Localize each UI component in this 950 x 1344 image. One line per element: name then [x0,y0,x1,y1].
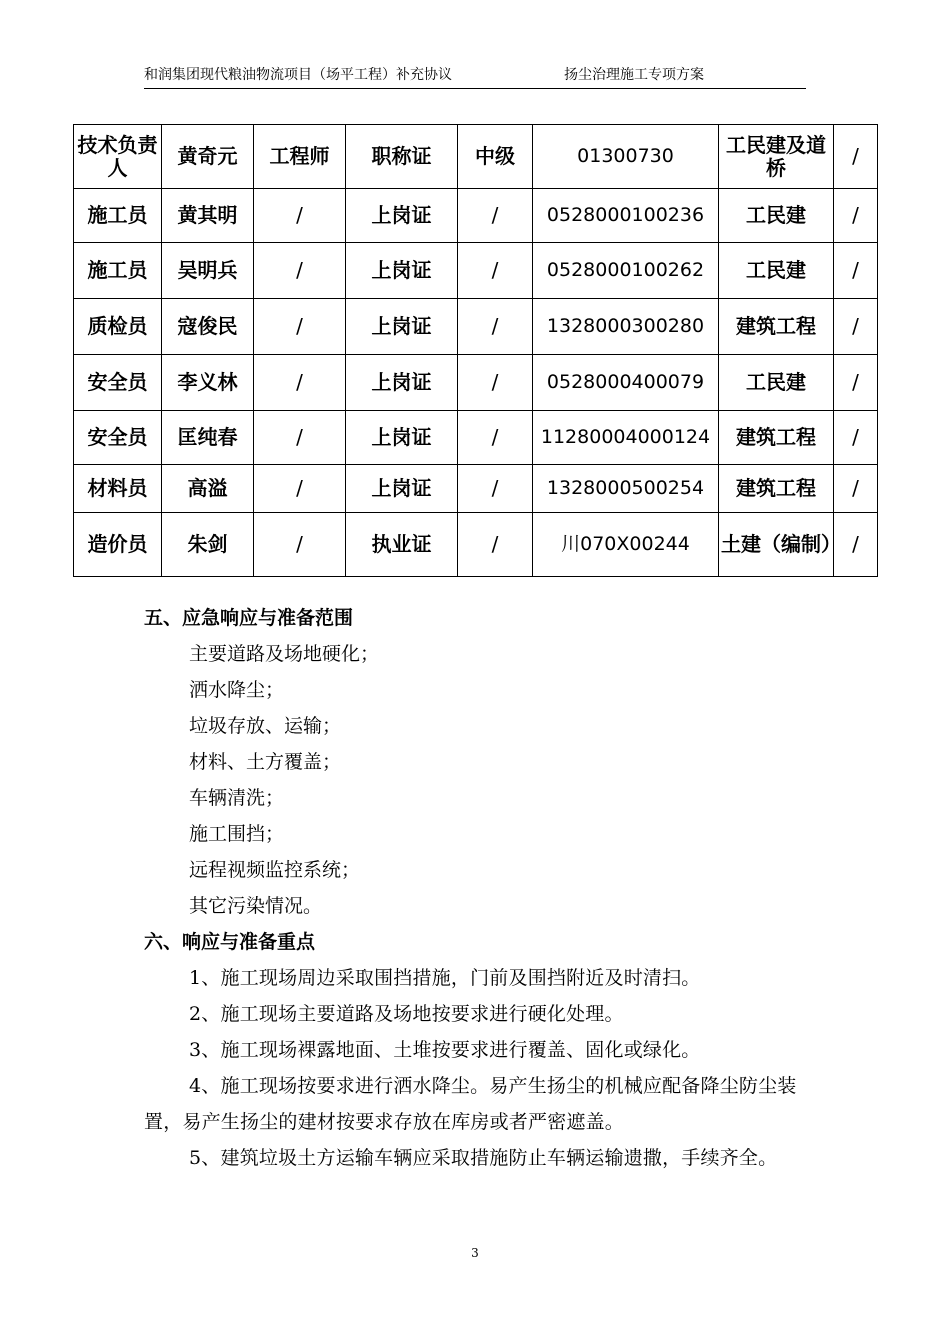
cell-level: / [458,299,533,355]
cell-extra: / [834,299,878,355]
cell-cert: 上岗证 [346,243,458,299]
list-item: 其它污染情况。 [189,895,323,917]
section-5-heading: 五、应急响应与准备范围 [144,607,354,629]
cell-name: 高溢 [162,465,254,513]
cell-extra: / [834,513,878,577]
cell-level: / [458,513,533,577]
cell-level: 中级 [458,125,533,189]
numbered-paragraph: 5、建筑垃圾土方运输车辆应采取措施防止车辆运输遗撒，手续齐全。 [189,1147,778,1169]
cell-title: / [254,243,346,299]
cell-role: 造价员 [74,513,162,577]
list-item: 车辆清洗； [189,787,285,809]
table-row [74,465,878,513]
section-6-heading: 六、响应与准备重点 [144,931,316,953]
cell-name: 黄奇元 [162,125,254,189]
cell-cert: 上岗证 [346,411,458,465]
cell-role: 安全员 [74,411,162,465]
cell-name: 寇俊民 [162,299,254,355]
cell-spec: 建筑工程 [719,299,834,355]
page-header [144,64,806,89]
table-row [74,355,878,411]
list-item: 垃圾存放、运输； [189,715,342,737]
cell-extra: / [834,355,878,411]
cell-name: 朱剑 [162,513,254,577]
cell-extra: / [834,189,878,243]
cell-cert: 职称证 [346,125,458,189]
cell-role: 质检员 [74,299,162,355]
table-row [74,125,878,189]
table-row [74,411,878,465]
cell-number: 01300730 [533,125,719,189]
list-item: 远程视频监控系统； [189,859,361,881]
header-document-title: 扬尘治理施工专项方案 [564,67,704,83]
cell-name: 匡纯春 [162,411,254,465]
cell-number: 0528000100236 [533,189,719,243]
cell-level: / [458,189,533,243]
numbered-paragraph: 3、施工现场裸露地面、土堆按要求进行覆盖、固化或绿化。 [189,1039,701,1061]
cell-number: 1328000500254 [533,465,719,513]
header-project-title: 和润集团现代粮油物流项目（场平工程）补充协议 [144,67,452,83]
cell-title: / [254,411,346,465]
cell-extra: / [834,125,878,189]
cell-role: 施工员 [74,243,162,299]
cell-title: 工程师 [254,125,346,189]
cell-number: 0528000100262 [533,243,719,299]
section-6-list [144,960,806,1176]
cell-cert: 上岗证 [346,355,458,411]
table-row [74,513,878,577]
cell-role: 安全员 [74,355,162,411]
cell-spec: 建筑工程 [719,465,834,513]
numbered-paragraph: 1、施工现场周边采取围挡措施，门前及围挡附近及时清扫。 [189,967,701,989]
cell-spec: 土建（编制） [719,513,834,577]
cell-name: 李义林 [162,355,254,411]
list-item: 洒水降尘； [189,679,285,701]
cell-spec: 工民建 [719,355,834,411]
numbered-paragraph: 4、施工现场按要求进行洒水降尘。易产生扬尘的机械应配备降尘防尘装置，易产生扬尘的建材按要求存放在库房或者严密遮盖。 [144,1075,797,1133]
cell-extra: / [834,465,878,513]
cell-level: / [458,243,533,299]
cell-level: / [458,355,533,411]
cell-number: 0528000400079 [533,355,719,411]
staff-table [73,124,878,577]
cell-number: 川070X00244 [533,513,719,577]
cell-extra: / [834,243,878,299]
cell-title: / [254,299,346,355]
table-row [74,189,878,243]
cell-role: 施工员 [74,189,162,243]
cell-title: / [254,465,346,513]
cell-level: / [458,465,533,513]
cell-name: 吴明兵 [162,243,254,299]
table-row [74,243,878,299]
cell-cert: 上岗证 [346,465,458,513]
numbered-paragraph: 2、施工现场主要道路及场地按要求进行硬化处理。 [189,1003,624,1025]
cell-number: 11280004000124 [533,411,719,465]
cell-name: 黄其明 [162,189,254,243]
cell-cert: 上岗证 [346,299,458,355]
cell-role: 材料员 [74,465,162,513]
cell-extra: / [834,411,878,465]
cell-cert: 上岗证 [346,189,458,243]
cell-spec: 建筑工程 [719,411,834,465]
cell-spec: 工民建 [719,243,834,299]
cell-level: / [458,411,533,465]
main-content [144,600,806,1176]
cell-spec: 工民建 [719,189,834,243]
list-item: 材料、土方覆盖； [189,751,342,773]
list-item: 施工围挡； [189,823,285,845]
cell-title: / [254,189,346,243]
cell-role: 技术负责人 [74,125,162,189]
cell-title: / [254,513,346,577]
table-row [74,299,878,355]
section-5-list [144,636,806,924]
cell-title: / [254,355,346,411]
page-number: 3 [471,1246,479,1260]
list-item: 主要道路及场地硬化； [189,643,380,665]
cell-spec: 工民建及道桥 [719,125,834,189]
cell-cert: 执业证 [346,513,458,577]
cell-number: 1328000300280 [533,299,719,355]
